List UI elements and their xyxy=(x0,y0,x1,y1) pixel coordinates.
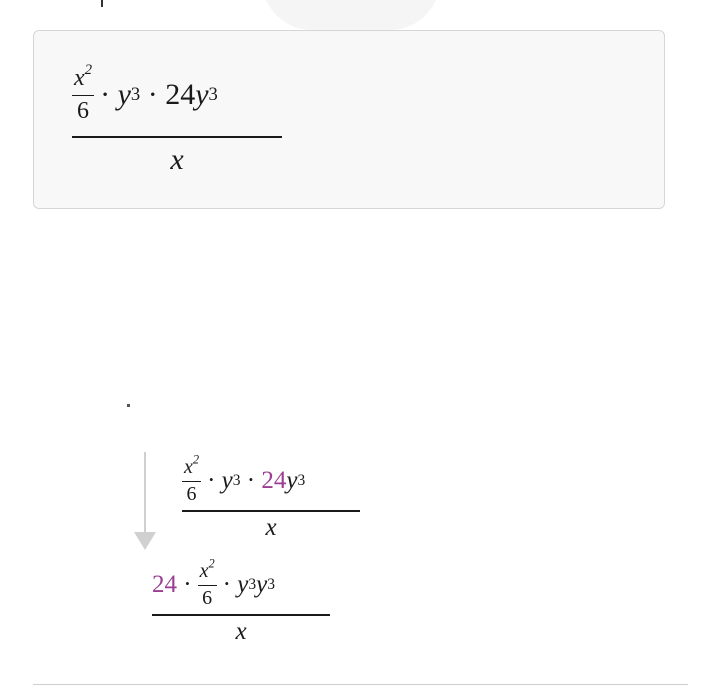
top-tick xyxy=(101,0,103,7)
step-denominator: x xyxy=(235,617,247,645)
x2-over-6-fraction: $\frac{x^2}{6}$ xyxy=(199,556,215,610)
highlighted-coefficient: 24 xyxy=(261,467,287,494)
fraction-bar xyxy=(182,510,360,512)
step-after xyxy=(152,556,330,646)
dot-operator: · xyxy=(147,78,158,111)
main-denominator: x xyxy=(170,143,184,176)
step-numerator: 24 · $\frac{x^2}{6}$ · y 3 y 3 xyxy=(152,556,275,610)
step-denominator: x xyxy=(265,513,277,541)
x2-over-6-fraction: $\frac{x^2}{6}$ xyxy=(74,61,93,125)
expression-box xyxy=(33,30,665,209)
step-marker xyxy=(127,404,130,407)
main-numerator: $\frac{x^2}{6}$ · y 3 · 24 y 3 xyxy=(74,61,218,125)
fraction-bar xyxy=(152,614,330,616)
main-fraction xyxy=(72,59,282,177)
fraction-bar xyxy=(72,136,282,138)
step-before xyxy=(182,452,360,542)
x2-over-6-fraction: $\frac{x^2}{6}$ xyxy=(184,452,200,506)
highlighted-coefficient: 24 xyxy=(152,571,177,598)
step-arrow-down-icon xyxy=(134,532,156,550)
coefficient: 24 xyxy=(165,78,196,111)
step-arrow-line xyxy=(144,452,146,532)
top-tab[interactable] xyxy=(262,0,440,30)
step-numerator: $\frac{x^2}{6}$ · y 3 · 24 y 3 xyxy=(184,452,306,506)
dot-operator: · xyxy=(100,78,111,111)
